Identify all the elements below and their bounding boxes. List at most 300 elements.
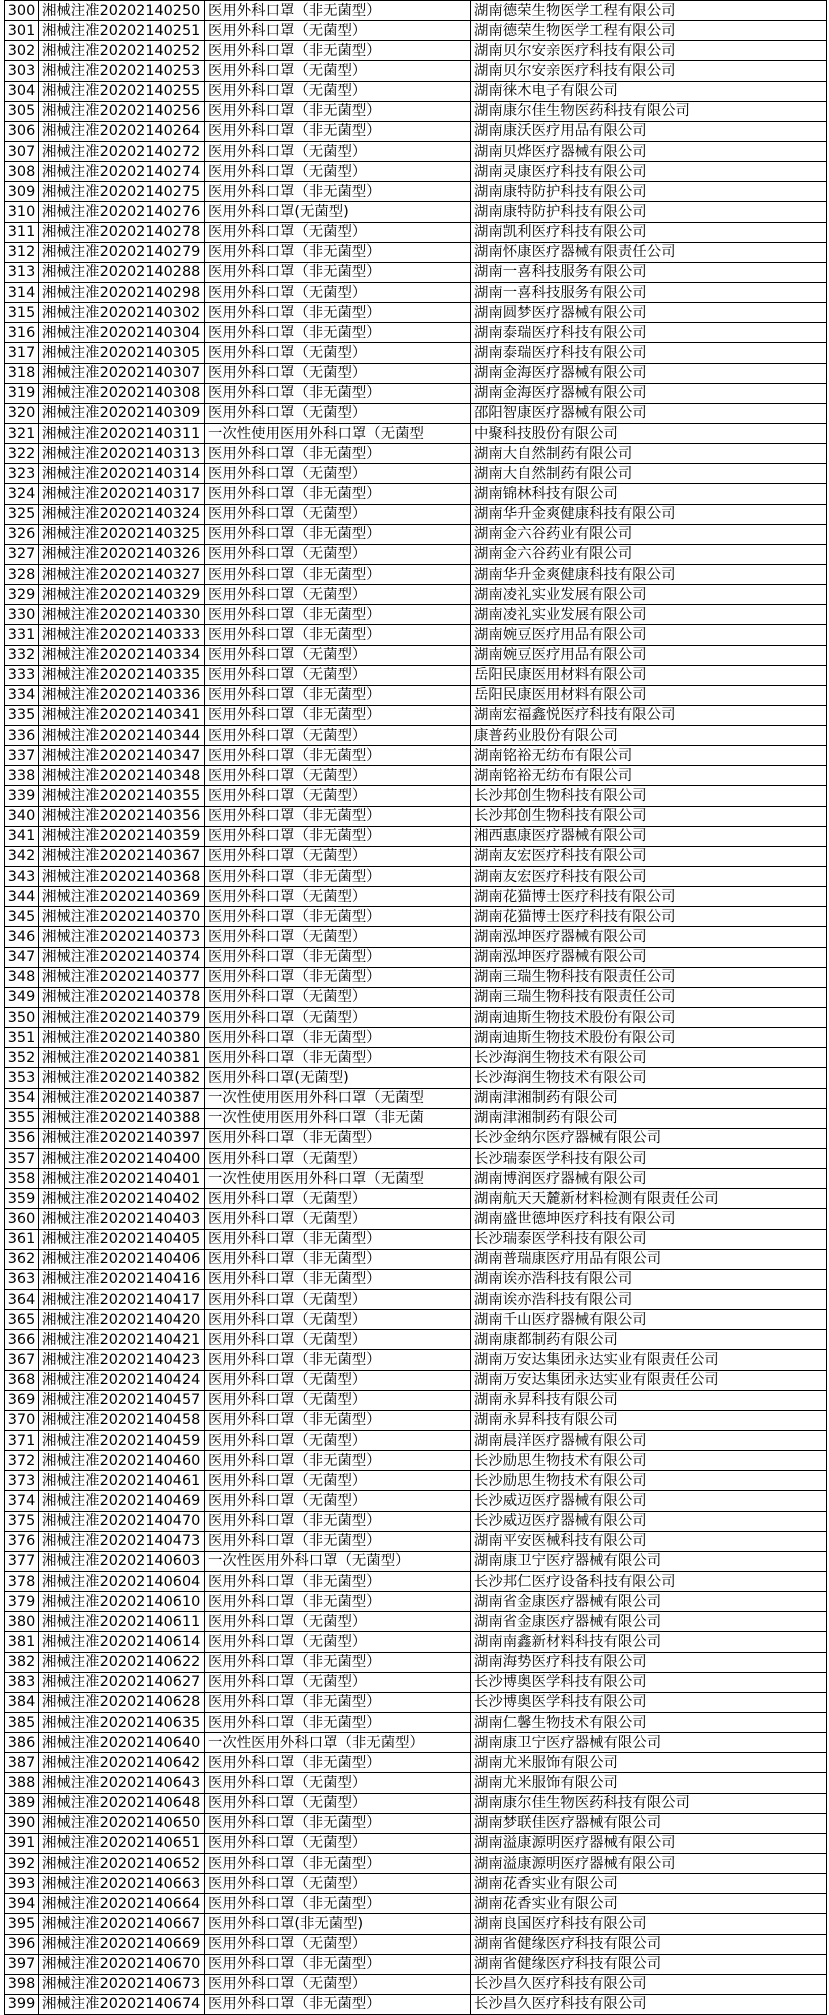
company-name-cell: 长沙瑞泰医学科技有限公司: [471, 1149, 827, 1169]
registration-number-cell: 湘械注准20202140610: [39, 1592, 205, 1612]
product-name-cell: 医用外科口罩（非无菌型）: [205, 1350, 471, 1370]
row-number-cell: 316: [5, 323, 39, 343]
row-number-cell: 378: [5, 1571, 39, 1591]
company-name-cell: 湖南南鑫新材料科技有限公司: [471, 1632, 827, 1652]
registration-number-cell: 湘械注准20202140311: [39, 423, 205, 443]
table-row: [5, 282, 827, 302]
registration-number-cell: 湘械注准20202140256: [39, 101, 205, 121]
product-name-cell: 医用外科口罩（非无菌型）: [205, 1692, 471, 1712]
product-name-cell: 医用外科口罩（非无菌型）: [205, 1592, 471, 1612]
product-name-cell: 医用外科口罩（无菌型）: [205, 363, 471, 383]
table-row: [5, 1974, 827, 1994]
registration-number-cell: 湘械注准20202140278: [39, 222, 205, 242]
table-row: [5, 222, 827, 242]
row-number-cell: 324: [5, 484, 39, 504]
product-name-cell: 医用外科口罩（无菌型）: [205, 1833, 471, 1853]
company-name-cell: 湖南万安达集团永达实业有限责任公司: [471, 1370, 827, 1390]
company-name-cell: 湖南贝尔安亲医疗科技有限公司: [471, 61, 827, 81]
table-row: [5, 1894, 827, 1914]
product-name-cell: 一次性使用医用外科口罩（无菌型: [205, 423, 471, 443]
row-number-cell: 322: [5, 444, 39, 464]
company-name-cell: 湖南万安达集团永达实业有限责任公司: [471, 1350, 827, 1370]
registration-number-cell: 湘械注准20202140416: [39, 1269, 205, 1289]
row-number-cell: 309: [5, 182, 39, 202]
company-name-cell: 湖南华升金爽健康科技有限公司: [471, 564, 827, 584]
row-number-cell: 347: [5, 947, 39, 967]
company-name-cell: 湖南金六谷药业有限公司: [471, 544, 827, 564]
row-number-cell: 328: [5, 564, 39, 584]
row-number-cell: 376: [5, 1531, 39, 1551]
company-name-cell: 湖南宏福鑫悦医疗科技有限公司: [471, 705, 827, 725]
row-number-cell: 303: [5, 61, 39, 81]
company-name-cell: 湖南康特防护科技有限公司: [471, 202, 827, 222]
product-name-cell: 医用外科口罩（无菌型）: [205, 1491, 471, 1511]
registration-number-cell: 湘械注准20202140614: [39, 1632, 205, 1652]
registration-number-cell: 湘械注准20202140635: [39, 1712, 205, 1732]
company-name-cell: 康普药业股份有限公司: [471, 726, 827, 746]
registration-number-cell: 湘械注准20202140314: [39, 464, 205, 484]
company-name-cell: 湖南金海医疗器械有限公司: [471, 363, 827, 383]
company-name-cell: 湖南康都制药有限公司: [471, 1330, 827, 1350]
company-name-cell: 湖南康沃医疗用品有限公司: [471, 121, 827, 141]
table-row: [5, 1028, 827, 1048]
company-name-cell: 湖南溢康源明医疗器械有限公司: [471, 1853, 827, 1873]
table-row: [5, 1370, 827, 1390]
company-name-cell: 湖南贝尔安亲医疗科技有限公司: [471, 41, 827, 61]
table-row: [5, 746, 827, 766]
product-name-cell: 医用外科口罩（非无菌型）: [205, 1, 471, 21]
company-name-cell: 湖南凌礼实业发展有限公司: [471, 585, 827, 605]
registration-number-cell: 湘械注准20202140405: [39, 1229, 205, 1249]
company-name-cell: 湖南尤米服饰有限公司: [471, 1773, 827, 1793]
company-name-cell: 湖南一喜科技服务有限公司: [471, 282, 827, 302]
company-name-cell: 湖南凯利医疗科技有限公司: [471, 222, 827, 242]
row-number-cell: 362: [5, 1249, 39, 1269]
row-number-cell: 357: [5, 1149, 39, 1169]
registration-number-cell: 湘械注准20202140397: [39, 1128, 205, 1148]
registration-number-cell: 湘械注准20202140648: [39, 1793, 205, 1813]
product-name-cell: 医用外科口罩（无菌型）: [205, 1290, 471, 1310]
row-number-cell: 394: [5, 1894, 39, 1914]
table-row: [5, 1491, 827, 1511]
row-number-cell: 392: [5, 1853, 39, 1873]
company-name-cell: 湖南溢康源明医疗器械有限公司: [471, 1833, 827, 1853]
company-name-cell: 湖南尤米服饰有限公司: [471, 1753, 827, 1773]
row-number-cell: 387: [5, 1753, 39, 1773]
company-name-cell: 湖南金六谷药业有限公司: [471, 524, 827, 544]
row-number-cell: 382: [5, 1652, 39, 1672]
row-number-cell: 310: [5, 202, 39, 222]
row-number-cell: 370: [5, 1410, 39, 1430]
registration-number-cell: 湘械注准20202140379: [39, 1008, 205, 1028]
product-name-cell: 医用外科口罩（无菌型）: [205, 1149, 471, 1169]
registration-number-cell: 湘械注准20202140421: [39, 1330, 205, 1350]
table-row: [5, 585, 827, 605]
row-number-cell: 326: [5, 524, 39, 544]
table-row: [5, 1088, 827, 1108]
product-name-cell: 医用外科口罩（非无菌型）: [205, 1269, 471, 1289]
registration-number-cell: 湘械注准20202140341: [39, 705, 205, 725]
registration-number-cell: 湘械注准20202140335: [39, 665, 205, 685]
registration-number-cell: 湘械注准20202140400: [39, 1149, 205, 1169]
table-row: [5, 544, 827, 564]
table-row: [5, 182, 827, 202]
row-number-cell: 386: [5, 1733, 39, 1753]
row-number-cell: 336: [5, 726, 39, 746]
company-name-cell: 湖南贝烨医疗器械有限公司: [471, 141, 827, 161]
registration-number-cell: 湘械注准20202140333: [39, 625, 205, 645]
company-name-cell: 湖南一喜科技服务有限公司: [471, 262, 827, 282]
row-number-cell: 335: [5, 705, 39, 725]
company-name-cell: 湖南平安医械科技有限公司: [471, 1531, 827, 1551]
registration-number-cell: 湘械注准20202140402: [39, 1189, 205, 1209]
product-name-cell: 医用外科口罩（非无菌型）: [205, 1954, 471, 1974]
product-name-cell: 医用外科口罩（无菌型）: [205, 1008, 471, 1028]
table-row: [5, 41, 827, 61]
row-number-cell: 389: [5, 1793, 39, 1813]
registration-number-cell: 湘械注准20202140669: [39, 1934, 205, 1954]
product-name-cell: 医用外科口罩（无菌型）: [205, 1773, 471, 1793]
company-name-cell: 湖南凌礼实业发展有限公司: [471, 605, 827, 625]
row-number-cell: 302: [5, 41, 39, 61]
row-number-cell: 327: [5, 544, 39, 564]
registration-number-cell: 湘械注准20202140461: [39, 1471, 205, 1491]
registration-number-cell: 湘械注准20202140664: [39, 1894, 205, 1914]
company-name-cell: 湖南花香实业有限公司: [471, 1874, 827, 1894]
registration-number-cell: 湘械注准20202140652: [39, 1853, 205, 1873]
product-name-cell: 医用外科口罩（非无菌型）: [205, 1652, 471, 1672]
row-number-cell: 374: [5, 1491, 39, 1511]
product-name-cell: 医用外科口罩（无菌型）: [205, 645, 471, 665]
registration-number-cell: 湘械注准20202140640: [39, 1733, 205, 1753]
product-name-cell: 医用外科口罩（无菌型）: [205, 1370, 471, 1390]
table-row: [5, 162, 827, 182]
row-number-cell: 385: [5, 1712, 39, 1732]
company-name-cell: 湖南迪斯生物技术股份有限公司: [471, 1008, 827, 1028]
row-number-cell: 331: [5, 625, 39, 645]
table-row: [5, 1531, 827, 1551]
product-name-cell: 医用外科口罩（无菌型）: [205, 141, 471, 161]
table-row: [5, 806, 827, 826]
row-number-cell: 373: [5, 1471, 39, 1491]
table-row: [5, 1914, 827, 1934]
row-number-cell: 354: [5, 1088, 39, 1108]
company-name-cell: 湖南康卫宁医疗器械有限公司: [471, 1733, 827, 1753]
registration-number-cell: 湘械注准20202140643: [39, 1773, 205, 1793]
registration-number-cell: 湘械注准20202140288: [39, 262, 205, 282]
table-row: [5, 141, 827, 161]
company-name-cell: 湖南康特防护科技有限公司: [471, 182, 827, 202]
row-number-cell: 308: [5, 162, 39, 182]
table-row: [5, 423, 827, 443]
registration-number-cell: 湘械注准20202140460: [39, 1451, 205, 1471]
registration-number-cell: 湘械注准20202140424: [39, 1370, 205, 1390]
table-row: [5, 1410, 827, 1430]
table-row: [5, 1652, 827, 1672]
table-row: [5, 1733, 827, 1753]
product-name-cell: 医用外科口罩（无菌型）: [205, 846, 471, 866]
registration-number-cell: 湘械注准20202140603: [39, 1551, 205, 1571]
table-row: [5, 867, 827, 887]
table-row: [5, 61, 827, 81]
company-name-cell: 湖南徕木电子有限公司: [471, 81, 827, 101]
company-name-cell: 湖南铭裕无纺布有限公司: [471, 746, 827, 766]
company-name-cell: 湖南花猫博士医疗科技有限公司: [471, 907, 827, 927]
company-name-cell: 湖南普瑞康医疗用品有限公司: [471, 1249, 827, 1269]
row-number-cell: 356: [5, 1128, 39, 1148]
table-row: [5, 1189, 827, 1209]
product-name-cell: 医用外科口罩（非无菌型）: [205, 1048, 471, 1068]
table-row: [5, 1672, 827, 1692]
product-name-cell: 一次性使用医用外科口罩（非无菌: [205, 1108, 471, 1128]
company-name-cell: 湖南花猫博士医疗科技有限公司: [471, 887, 827, 907]
product-name-cell: 医用外科口罩（非无菌型）: [205, 1410, 471, 1430]
registration-number-cell: 湘械注准20202140673: [39, 1974, 205, 1994]
table-row: [5, 685, 827, 705]
table-row: [5, 1571, 827, 1591]
row-number-cell: 339: [5, 786, 39, 806]
company-name-cell: 长沙励思生物技术有限公司: [471, 1471, 827, 1491]
table-row: [5, 242, 827, 262]
row-number-cell: 301: [5, 21, 39, 41]
row-number-cell: 320: [5, 403, 39, 423]
table-row: [5, 1269, 827, 1289]
company-name-cell: 湖南良国医疗科技有限公司: [471, 1914, 827, 1934]
row-number-cell: 307: [5, 141, 39, 161]
product-name-cell: 医用外科口罩（无菌型）: [205, 61, 471, 81]
company-name-cell: 湖南三瑞生物科技有限责任公司: [471, 967, 827, 987]
row-number-cell: 321: [5, 423, 39, 443]
product-name-cell: 医用外科口罩（无菌型）: [205, 282, 471, 302]
table-row: [5, 1712, 827, 1732]
row-number-cell: 384: [5, 1692, 39, 1712]
table-row: [5, 303, 827, 323]
table-row: [5, 444, 827, 464]
registration-number-cell: 湘械注准20202140326: [39, 544, 205, 564]
table-row: [5, 343, 827, 363]
company-name-cell: 湖南仁馨生物技术有限公司: [471, 1712, 827, 1732]
table-row: [5, 907, 827, 927]
registration-number-cell: 湘械注准20202140406: [39, 1249, 205, 1269]
company-name-cell: 湖南梦联佳医疗器械有限公司: [471, 1813, 827, 1833]
product-name-cell: 一次性医用外科口罩（非无菌型）: [205, 1733, 471, 1753]
company-name-cell: 湖南晨洋医疗器械有限公司: [471, 1430, 827, 1450]
table-row: [5, 464, 827, 484]
company-name-cell: 长沙金纳尔医疗器械有限公司: [471, 1128, 827, 1148]
company-name-cell: 湖南泓坤医疗器械有限公司: [471, 927, 827, 947]
table-row: [5, 1169, 827, 1189]
company-name-cell: 湖南省金康医疗器械有限公司: [471, 1592, 827, 1612]
product-name-cell: 医用外科口罩（非无菌型）: [205, 947, 471, 967]
company-name-cell: 湖南友宏医疗科技有限公司: [471, 846, 827, 866]
registration-number-cell: 湘械注准20202140369: [39, 887, 205, 907]
product-name-cell: 医用外科口罩（无菌型）: [205, 786, 471, 806]
company-name-cell: 长沙海润生物技术有限公司: [471, 1068, 827, 1088]
row-number-cell: 332: [5, 645, 39, 665]
product-name-cell: 医用外科口罩（非无菌型）: [205, 262, 471, 282]
table-row: [5, 1632, 827, 1652]
product-name-cell: 医用外科口罩（非无菌型）: [205, 907, 471, 927]
product-name-cell: 医用外科口罩（无菌型）: [205, 343, 471, 363]
registration-number-cell: 湘械注准20202140304: [39, 323, 205, 343]
registration-number-cell: 湘械注准20202140348: [39, 766, 205, 786]
row-number-cell: 348: [5, 967, 39, 987]
row-number-cell: 368: [5, 1370, 39, 1390]
table-row: [5, 403, 827, 423]
product-name-cell: 医用外科口罩(无菌型): [205, 1068, 471, 1088]
registration-number-cell: 湘械注准20202140650: [39, 1813, 205, 1833]
row-number-cell: 306: [5, 121, 39, 141]
table-row: [5, 81, 827, 101]
company-name-cell: 长沙邦创生物科技有限公司: [471, 806, 827, 826]
company-name-cell: 湖南千山医疗器械有限公司: [471, 1310, 827, 1330]
table-row: [5, 1813, 827, 1833]
registration-number-cell: 湘械注准20202140275: [39, 182, 205, 202]
registration-number-cell: 湘械注准20202140272: [39, 141, 205, 161]
product-name-cell: 医用外科口罩（无菌型）: [205, 21, 471, 41]
table-row: [5, 262, 827, 282]
company-name-cell: 湖南德荣生物医学工程有限公司: [471, 21, 827, 41]
row-number-cell: 363: [5, 1269, 39, 1289]
product-name-cell: 医用外科口罩（非无菌型）: [205, 1028, 471, 1048]
table-row: [5, 967, 827, 987]
product-name-cell: 医用外科口罩（非无菌型）: [205, 625, 471, 645]
row-number-cell: 352: [5, 1048, 39, 1068]
row-number-cell: 341: [5, 826, 39, 846]
row-number-cell: 365: [5, 1310, 39, 1330]
registration-number-cell: 湘械注准20202140327: [39, 564, 205, 584]
row-number-cell: 377: [5, 1551, 39, 1571]
table-row: [5, 1954, 827, 1974]
registration-number-cell: 湘械注准20202140381: [39, 1048, 205, 1068]
product-name-cell: 医用外科口罩（非无菌型）: [205, 605, 471, 625]
product-name-cell: 医用外科口罩（非无菌型）: [205, 967, 471, 987]
product-name-cell: 医用外科口罩（非无菌型）: [205, 1451, 471, 1471]
registration-number-cell: 湘械注准20202140403: [39, 1209, 205, 1229]
registration-number-cell: 湘械注准20202140347: [39, 746, 205, 766]
table-row: [5, 1451, 827, 1471]
row-number-cell: 381: [5, 1632, 39, 1652]
product-name-cell: 一次性使用医用外科口罩（无菌型: [205, 1169, 471, 1189]
row-number-cell: 358: [5, 1169, 39, 1189]
registration-number-cell: 湘械注准20202140309: [39, 403, 205, 423]
row-number-cell: 325: [5, 504, 39, 524]
registration-number-cell: 湘械注准20202140305: [39, 343, 205, 363]
registration-number-cell: 湘械注准20202140378: [39, 987, 205, 1007]
company-name-cell: 湖南圆梦医疗器械有限公司: [471, 303, 827, 323]
product-name-cell: 医用外科口罩（无菌型）: [205, 403, 471, 423]
registration-number-cell: 湘械注准20202140330: [39, 605, 205, 625]
registration-number-cell: 湘械注准20202140374: [39, 947, 205, 967]
row-number-cell: 313: [5, 262, 39, 282]
product-name-cell: 医用外科口罩（无菌型）: [205, 1310, 471, 1330]
company-name-cell: 湖南省健缘医疗科技有限公司: [471, 1954, 827, 1974]
table-row: [5, 605, 827, 625]
product-name-cell: 医用外科口罩（无菌型）: [205, 1209, 471, 1229]
registration-number-cell: 湘械注准20202140308: [39, 383, 205, 403]
company-name-cell: 湖南永昇科技有限公司: [471, 1390, 827, 1410]
company-name-cell: 长沙励思生物技术有限公司: [471, 1451, 827, 1471]
table-row: [5, 323, 827, 343]
product-name-cell: 医用外科口罩（非无菌型）: [205, 867, 471, 887]
table-row: [5, 826, 827, 846]
row-number-cell: 330: [5, 605, 39, 625]
row-number-cell: 371: [5, 1430, 39, 1450]
registration-number-cell: 湘械注准20202140674: [39, 1994, 205, 2014]
table-row: [5, 101, 827, 121]
registration-number-cell: 湘械注准20202140667: [39, 1914, 205, 1934]
table-row: [5, 1048, 827, 1068]
product-name-cell: 医用外科口罩（无菌型）: [205, 464, 471, 484]
company-name-cell: 湖南省健缘医疗科技有限公司: [471, 1934, 827, 1954]
row-number-cell: 337: [5, 746, 39, 766]
registration-number-cell: 湘械注准20202140622: [39, 1652, 205, 1672]
product-name-cell: 医用外科口罩（无菌型）: [205, 987, 471, 1007]
product-name-cell: 医用外科口罩（无菌型）: [205, 1189, 471, 1209]
registration-number-cell: 湘械注准20202140473: [39, 1531, 205, 1551]
table-row: [5, 887, 827, 907]
registration-number-cell: 湘械注准20202140663: [39, 1874, 205, 1894]
company-name-cell: 长沙威迈医疗器械有限公司: [471, 1511, 827, 1531]
product-name-cell: 医用外科口罩（非无菌型）: [205, 806, 471, 826]
row-number-cell: 372: [5, 1451, 39, 1471]
table-row: [5, 846, 827, 866]
registration-number-cell: 湘械注准20202140459: [39, 1430, 205, 1450]
row-number-cell: 311: [5, 222, 39, 242]
table-row: [5, 1108, 827, 1128]
registration-number-cell: 湘械注准20202140298: [39, 282, 205, 302]
company-name-cell: 湖南诶亦浩科技有限公司: [471, 1290, 827, 1310]
product-name-cell: 医用外科口罩（非无菌型）: [205, 746, 471, 766]
company-name-cell: 湖南泰瑞医疗科技有限公司: [471, 323, 827, 343]
row-number-cell: 351: [5, 1028, 39, 1048]
row-number-cell: 355: [5, 1108, 39, 1128]
company-name-cell: 湖南康尔佳生物医药科技有限公司: [471, 1793, 827, 1813]
product-name-cell: 医用外科口罩（无菌型）: [205, 544, 471, 564]
product-name-cell: 医用外科口罩（无菌型）: [205, 1471, 471, 1491]
product-name-cell: 医用外科口罩（无菌型）: [205, 766, 471, 786]
registration-number-cell: 湘械注准20202140329: [39, 585, 205, 605]
table-row: [5, 1128, 827, 1148]
row-number-cell: 350: [5, 1008, 39, 1028]
product-name-cell: 医用外科口罩（非无菌型）: [205, 101, 471, 121]
table-row: [5, 202, 827, 222]
company-name-cell: 长沙海润生物技术有限公司: [471, 1048, 827, 1068]
product-name-cell: 医用外科口罩（非无菌型）: [205, 1712, 471, 1732]
table-row: [5, 1612, 827, 1632]
registration-number-cell: 湘械注准20202140367: [39, 846, 205, 866]
registration-number-cell: 湘械注准20202140344: [39, 726, 205, 746]
company-name-cell: 湖南盛世德坤医疗科技有限公司: [471, 1209, 827, 1229]
row-number-cell: 375: [5, 1511, 39, 1531]
product-name-cell: 医用外科口罩（非无菌型）: [205, 524, 471, 544]
registration-number-cell: 湘械注准20202140611: [39, 1612, 205, 1632]
row-number-cell: 388: [5, 1773, 39, 1793]
row-number-cell: 364: [5, 1290, 39, 1310]
product-name-cell: 医用外科口罩（无菌型）: [205, 726, 471, 746]
registration-number-cell: 湘械注准20202140388: [39, 1108, 205, 1128]
row-number-cell: 383: [5, 1672, 39, 1692]
company-name-cell: 岳阳民康医用材料有限公司: [471, 665, 827, 685]
registration-number-cell: 湘械注准20202140642: [39, 1753, 205, 1773]
registration-number-cell: 湘械注准20202140380: [39, 1028, 205, 1048]
product-name-cell: 医用外科口罩（非无菌型）: [205, 1894, 471, 1914]
registration-number-cell: 湘械注准20202140458: [39, 1410, 205, 1430]
table-row: [5, 705, 827, 725]
table-row: [5, 504, 827, 524]
table-row: [5, 1551, 827, 1571]
table-row: [5, 363, 827, 383]
